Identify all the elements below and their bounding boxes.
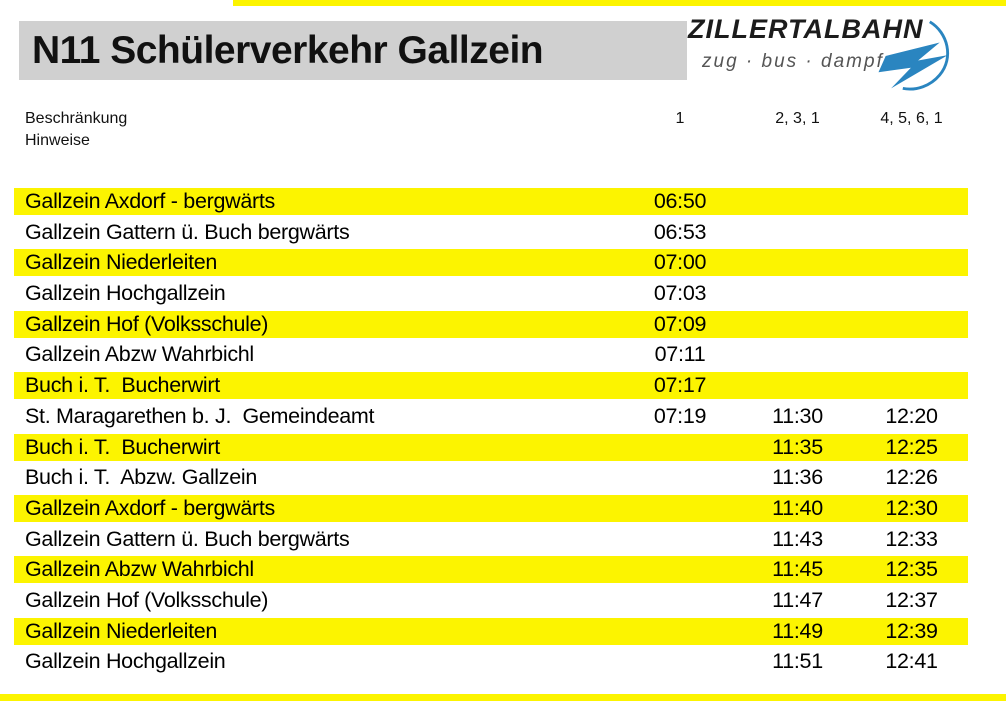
stop-name: Gallzein Hochgallzein: [25, 649, 226, 674]
stop-name: Gallzein Hof (Volksschule): [25, 587, 269, 612]
title-bar: [19, 21, 687, 80]
time-col-1: 07:03: [653, 281, 707, 306]
time-col-1: 07:11: [654, 342, 706, 367]
restriction-value-1: 1: [675, 110, 685, 127]
stop-name: Gallzein Abzw Wahrbichl: [25, 557, 254, 582]
zillertalbahn-logo: [688, 14, 998, 94]
brand-tagline: zug · bus · dampf: [702, 51, 884, 72]
time-col-2: 11:49: [772, 618, 823, 643]
restriction-row: [14, 108, 968, 130]
stop-name: Buch i. T. Bucherwirt: [25, 373, 220, 398]
timetable-row: [14, 464, 968, 491]
time-col-2: 11:40: [772, 495, 823, 520]
timetable-row: [14, 587, 968, 614]
timetable-row: [14, 403, 968, 430]
timetable-row: [14, 280, 968, 307]
stop-name: St. Maragarethen b. J. Gemeindeamt: [25, 403, 375, 428]
time-col-1: 07:19: [653, 403, 707, 428]
timetable-row: [14, 188, 968, 215]
time-col-3: 12:30: [885, 495, 938, 520]
stop-name: Buch i. T. Bucherwirt: [25, 434, 220, 459]
time-col-3: 12:35: [885, 557, 938, 582]
timetable: [14, 188, 968, 679]
stop-name: Buch i. T. Abzw. Gallzein: [25, 465, 258, 490]
time-col-3: 12:20: [885, 403, 938, 428]
restriction-value-3: 4, 5, 6, 1: [880, 110, 943, 127]
timetable-row: [14, 341, 968, 368]
brand-wordmark: ZILLERTALBAHN: [688, 14, 924, 44]
restriction-header: [14, 108, 968, 152]
time-col-2: 11:36: [772, 465, 823, 490]
restriction-value-2: 2, 3, 1: [775, 110, 820, 127]
time-col-3: 12:41: [885, 649, 938, 674]
zillertalbahn-z-icon: [856, 20, 964, 92]
top-highlight-strip: [233, 0, 1006, 6]
stop-name: Gallzein Axdorf - bergwärts: [25, 189, 276, 213]
stop-name: Gallzein Gattern ü. Buch bergwärts: [25, 219, 350, 244]
stop-name: Gallzein Niederleiten: [25, 250, 218, 275]
timetable-row: [14, 556, 968, 583]
timetable-row: [14, 648, 968, 675]
timetable-row: [14, 434, 968, 461]
stop-name: Gallzein Hof (Volksschule): [25, 311, 269, 336]
bottom-highlight-strip: [0, 694, 1006, 701]
time-col-2: 11:47: [772, 587, 823, 612]
time-col-2: 11:30: [772, 403, 823, 428]
time-col-1: 07:17: [653, 373, 707, 398]
time-col-1: 06:50: [653, 189, 707, 213]
time-col-3: 12:26: [885, 465, 938, 490]
hinweise-label: Hinweise: [25, 132, 90, 149]
time-col-2: 11:35: [772, 434, 823, 459]
stop-name: Gallzein Hochgallzein: [25, 281, 226, 306]
stop-name: Gallzein Axdorf - bergwärts: [25, 495, 276, 520]
page-title: N11 Schülerverkehr Gallzein: [32, 28, 544, 72]
time-col-3: 12:25: [885, 434, 938, 459]
hinweise-row: [14, 130, 968, 152]
stop-name: Gallzein Niederleiten: [25, 618, 218, 643]
stop-name: Gallzein Abzw Wahrbichl: [25, 342, 254, 367]
time-col-1: 07:00: [653, 250, 707, 275]
time-col-2: 11:43: [772, 526, 823, 551]
time-col-1: 07:09: [653, 311, 707, 336]
timetable-row: [14, 495, 968, 522]
restriction-label: Beschränkung: [25, 110, 128, 127]
timetable-row: [14, 311, 968, 338]
timetable-row: [14, 219, 968, 246]
time-col-1: 06:53: [653, 219, 707, 244]
time-col-3: 12:33: [885, 526, 938, 551]
timetable-row: [14, 249, 968, 276]
time-col-3: 12:39: [885, 618, 938, 643]
time-col-2: 11:51: [772, 649, 823, 674]
timetable-row: [14, 372, 968, 399]
stop-name: Gallzein Gattern ü. Buch bergwärts: [25, 526, 350, 551]
timetable-row: [14, 526, 968, 553]
time-col-2: 11:45: [772, 557, 823, 582]
timetable-row: [14, 618, 968, 645]
time-col-3: 12:37: [885, 587, 938, 612]
